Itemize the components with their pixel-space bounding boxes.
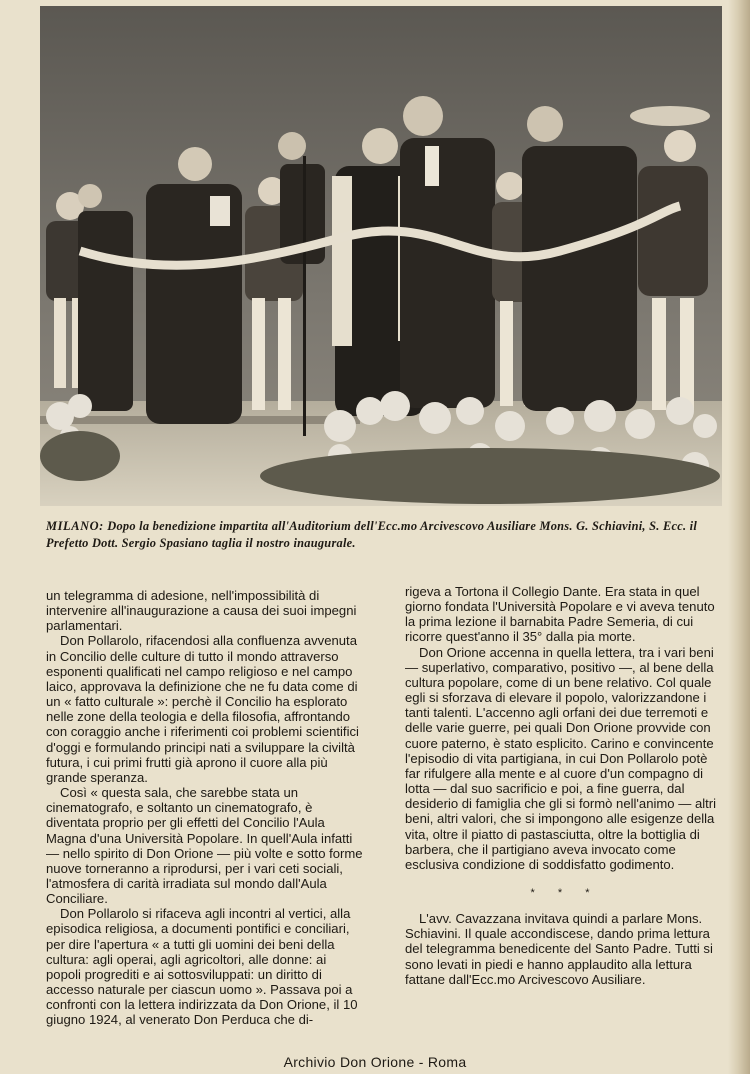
ribbon-cutting-photograph: [40, 6, 722, 506]
right-paragraph-1: rigeva a Tortona il Collegio Dante. Era stata in quel giorno fondata l'Università Popolare e vi aveva tenuto la prima lezione il barnabita Padre Semeria, di cui ricorre quest'anno il 35° dalla pia morte.: [405, 584, 715, 645]
caption-lead: MILANO:: [46, 519, 104, 533]
left-paragraph-1: un telegramma di adesione, nell'impossibilità di intervenire all'inaugurazione a causa dei suoi impegni parlamentari.: [46, 588, 357, 634]
left-column: [46, 588, 364, 1028]
left-paragraph-2: Don Pollarolo, rifacendosi alla confluenza avvenuta in Concilio delle culture di tutto il mondo attraverso esponenti qualificati nel campo religioso e nel campo laico, approvava la definizione che ne fu data come di un « fatto culturale »: perchè il Concilio ha esplorato nelle zone della teologia e della filosofia, affrontando con coraggio anche i riferimenti coi problemi scientifici d'oggi e formulando principi nati a sviluppare la civiltà futura, i cui primi frutti già aprono il cuore alla più grande speranza.: [46, 633, 359, 785]
page-binding-edge: [728, 0, 750, 1074]
right-column: [405, 584, 725, 987]
ceremony-photo: [40, 6, 722, 506]
right-paragraph-2: Don Orione accenna in quella lettera, tra i vari beni — superlativo, comparativo, positivo —, al bene della cultura popolare, come di un bene relativo. Col quale egli si sforzava di elevare il popolo, valorizzandone i tanti talenti. L'accenno agli orfani dei due terremoti e delle varie guerre, pei quali Don Orione provvide con cuore paterno, è stato esplicito. Carino e convincente l'episodio di vita partigiana, in cui Don Pollarolo potè far rifulgere alla mente e al cuore d'un compagno di lotta — dal suo sacrificio e poi, a fine guerra, dal desiderio di famiglia che gli si formò nell'animo — altri beni, altri valori, che si impongono alle esigenze della vita, oltre il piatto di pastasciutta, oltre la bottiglia di barbera, che il partigiano aveva invocato come esclusiva condizione di soddisfatto godimento.: [405, 644, 717, 872]
archive-footer: Archivio Don Orione - Roma: [283, 1054, 467, 1070]
left-paragraph-3: Così « questa sala, che sarebbe stata un cinematografo, e soltanto un cinematografo, è diventata proprio per gli effetti del Concilio l'Aula Magna d'una Università Popolare. In quell'Aula infatti — nello spirito di Don Orione — più volte e sotto forme nuove torneranno a riprodursi, per i vari ceti sociali, l'atmosfera di carità irradiata sul mondo dall'Aula Conciliare.: [46, 785, 363, 907]
caption-text: Dopo la benedizione impartita all'Auditorium dell'Ecc.mo Arcivescovo Ausiliare Mons. G. Schiavini, S. Ecc. il Prefetto Dott. Sergio Spasiano taglia il nostro inaugurale.: [46, 519, 698, 550]
right-paragraph-3: L'avv. Cavazzana invitava quindi a parlare Mons. Schiavini. Il quale accondiscese, dando prima lettura del telegramma benedicente del Santo Padre. Tutti si sono levati in piedi e hanno applaudito alla lettura fattane dall'Ecc.mo Arcivescovo Ausiliare.: [405, 911, 713, 987]
section-separator: * * *: [530, 886, 600, 899]
left-paragraph-4: Don Pollarolo si rifaceva agli incontri al vertici, alla episodica religiosa, a documenti pontifici e conciliari, per dire l'apertura « a tutti gli uomini dei beni della cultura: agli operai, agli agricoltori, alle donne: ai popoli progrediti e ai sottosviluppati: un diritto di accesso naturale per ciascun uomo ». Passava poi a confronti con la lettera indirizzata da Don Orione, il 10 giugno 1924, al venerato Don Perduca che di-: [46, 906, 358, 1028]
photo-caption: [46, 518, 726, 552]
